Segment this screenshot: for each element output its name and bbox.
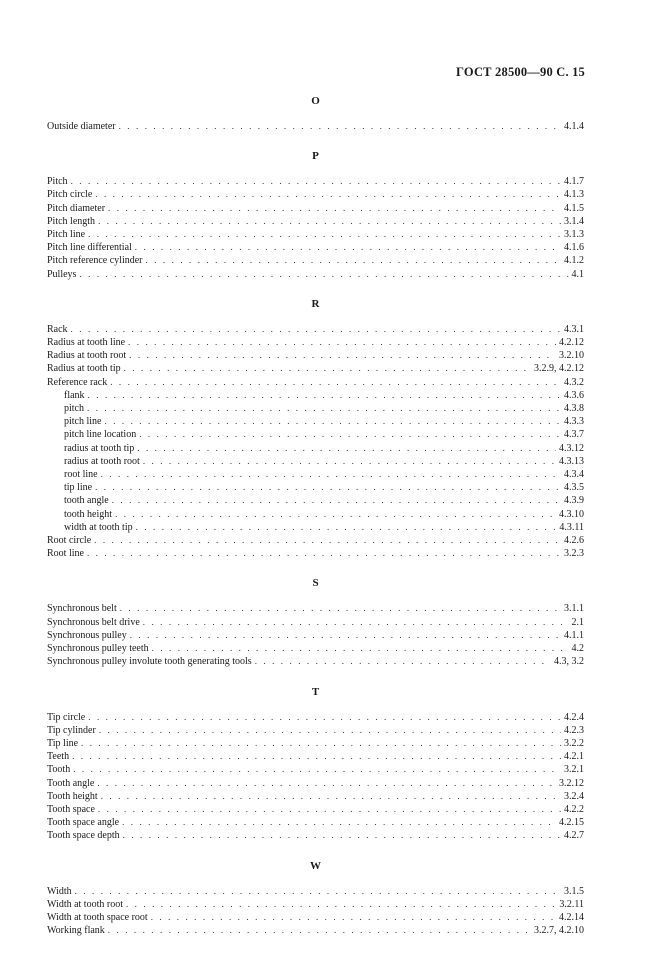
dot-leader xyxy=(143,455,556,467)
entry-term: Pitch circle xyxy=(47,189,93,201)
entry-term: Width at tooth space root xyxy=(47,911,148,923)
entry-reference: 3.2.3 xyxy=(564,548,584,560)
entry-term: pitch line xyxy=(64,416,102,428)
dot-leader xyxy=(71,323,561,335)
entry-term: radius at tooth tip xyxy=(64,442,135,454)
entry-reference: 4.2.7 xyxy=(564,830,584,842)
entry-term: Pitch line xyxy=(47,229,86,241)
entry-reference: 4.3.8 xyxy=(564,403,584,415)
entry-term: Rack xyxy=(47,323,68,335)
entry-term: Radius at tooth line xyxy=(47,337,126,349)
dot-leader xyxy=(72,750,561,762)
dot-leader xyxy=(108,924,531,936)
entry-term: radius at tooth root xyxy=(64,455,140,467)
index-entry xyxy=(47,898,584,911)
dot-leader xyxy=(88,389,561,401)
index-entry xyxy=(47,175,584,188)
index-entry xyxy=(47,911,584,924)
section-letter: W xyxy=(310,859,321,872)
dot-leader xyxy=(152,642,569,654)
dot-leader xyxy=(139,428,561,440)
entry-term: root line xyxy=(64,469,98,481)
index-entry xyxy=(47,349,584,362)
entry-term: tooth angle xyxy=(64,495,109,507)
dot-leader xyxy=(95,481,561,493)
entry-term: Synchronous pulley xyxy=(47,629,127,641)
index-entry xyxy=(47,228,584,241)
entry-term: Tip circle xyxy=(47,711,86,723)
entry-reference: 4.3.13 xyxy=(559,455,584,467)
entry-reference: 4.2.1 xyxy=(564,751,584,763)
entry-term: Pitch xyxy=(47,176,68,188)
entry-term: Root circle xyxy=(47,535,92,547)
entry-term: Tip line xyxy=(47,737,79,749)
entry-reference: 4.2.15 xyxy=(559,817,584,829)
index-entry xyxy=(47,215,584,228)
entry-reference: 4.3.9 xyxy=(564,495,584,507)
entry-term: Tooth space angle xyxy=(47,817,120,829)
index-subentry xyxy=(47,468,584,481)
dot-leader xyxy=(105,415,562,427)
entry-reference: 4.3.12 xyxy=(559,442,584,454)
entry-term: Synchronous belt drive xyxy=(47,616,140,628)
entry-term: Width xyxy=(47,885,72,897)
dot-leader xyxy=(98,803,561,815)
dot-leader xyxy=(88,711,561,723)
dot-leader xyxy=(101,790,561,802)
index-section-t xyxy=(47,685,584,843)
entry-term: pitch xyxy=(64,403,84,415)
entry-reference: 3.2.4 xyxy=(564,790,584,802)
entry-reference: 4.3.3 xyxy=(564,416,584,428)
entry-term: Pitch length xyxy=(47,215,96,227)
dot-leader xyxy=(122,816,556,828)
dot-leader xyxy=(119,120,561,132)
index-entry xyxy=(47,362,584,375)
index-entry xyxy=(47,777,584,790)
dot-leader xyxy=(120,602,561,614)
dot-leader xyxy=(115,508,556,520)
entry-reference: 4.3.10 xyxy=(559,508,584,520)
entry-reference: 4.2.3 xyxy=(564,724,584,736)
index-entry xyxy=(47,534,584,547)
dot-leader xyxy=(75,885,561,897)
entry-term: Tooth space xyxy=(47,803,95,815)
entry-term: Tooth angle xyxy=(47,777,95,789)
entry-reference: 4.2.14 xyxy=(559,911,584,923)
entry-term: Synchronous belt xyxy=(47,603,117,615)
entry-reference: 4.3.1 xyxy=(564,323,584,335)
entry-term: tip line xyxy=(64,482,93,494)
dot-leader xyxy=(126,898,556,910)
entry-term: Pulleys xyxy=(47,268,77,280)
section-letter: S xyxy=(312,577,319,590)
entry-term: Teeth xyxy=(47,751,70,763)
entry-term: Pitch diameter xyxy=(47,202,106,214)
entry-reference: 4.1.4 xyxy=(564,121,584,132)
dot-leader xyxy=(123,829,561,841)
index-entry xyxy=(47,885,584,898)
dot-leader xyxy=(136,521,557,533)
entry-term: Tooth xyxy=(47,764,71,776)
entry-term: Root line xyxy=(47,548,84,560)
entry-reference: 4.1.7 xyxy=(564,176,584,188)
entry-reference: 4.3.2 xyxy=(564,376,584,388)
dot-leader xyxy=(112,494,561,506)
index-subentry xyxy=(47,481,584,494)
entry-reference: 4.2.2 xyxy=(564,803,584,815)
entry-reference: 4.2.4 xyxy=(564,711,584,723)
alphabetical-index xyxy=(47,94,584,953)
entry-reference: 4.3.6 xyxy=(564,389,584,401)
entry-reference: 4.3, 3.2 xyxy=(554,656,584,668)
index-subentry xyxy=(47,415,584,428)
dot-leader xyxy=(108,202,561,214)
index-entry xyxy=(47,547,584,560)
index-entry xyxy=(47,376,584,389)
index-entry xyxy=(47,829,584,842)
index-entry xyxy=(47,254,584,267)
dot-leader xyxy=(110,376,561,388)
entry-term: Radius at tooth root xyxy=(47,350,127,362)
index-subentry xyxy=(47,521,584,534)
entry-reference: 4.2.12 xyxy=(559,337,584,349)
index-subentry xyxy=(47,508,584,521)
dot-leader xyxy=(130,629,561,641)
dot-leader xyxy=(99,724,561,736)
section-letter: R xyxy=(311,297,320,310)
index-entry xyxy=(47,737,584,750)
entry-term: pitch line location xyxy=(64,429,137,441)
dot-leader xyxy=(101,468,561,480)
dot-leader xyxy=(97,777,556,789)
index-section-w xyxy=(47,859,584,938)
entry-reference: 4.2 xyxy=(571,643,584,655)
index-entry xyxy=(47,803,584,816)
entry-term: Tip cylinder xyxy=(47,724,96,736)
index-subentry xyxy=(47,494,584,507)
entry-term: Tooth space depth xyxy=(47,830,120,842)
dot-leader xyxy=(135,241,561,253)
entry-term: Synchronous pulley involute tooth generating tools xyxy=(47,656,252,668)
index-entry xyxy=(47,711,584,724)
index-entry xyxy=(47,602,584,615)
dot-leader xyxy=(95,188,561,200)
index-subentry xyxy=(47,455,584,468)
index-entry xyxy=(47,629,584,642)
entry-reference: 3.2.10 xyxy=(559,350,584,362)
section-letter: T xyxy=(311,685,320,698)
dot-leader xyxy=(71,175,561,187)
dot-leader xyxy=(143,616,569,628)
dot-leader xyxy=(81,737,561,749)
dot-leader xyxy=(73,763,561,775)
entry-reference: 3.1.5 xyxy=(564,885,584,897)
index-section-s xyxy=(47,576,584,668)
entry-reference: 3.2.11 xyxy=(559,898,584,910)
entry-term: flank xyxy=(64,389,85,401)
entry-reference: 4.1.2 xyxy=(564,255,584,267)
index-entry xyxy=(47,202,584,215)
index-entry xyxy=(47,655,584,668)
index-entry xyxy=(47,268,584,281)
entry-term: Pitch reference cylinder xyxy=(47,255,143,267)
entry-reference: 3.2.9, 4.2.12 xyxy=(534,363,584,375)
entry-reference: 4.1.3 xyxy=(564,189,584,201)
entry-reference: 4.3.11 xyxy=(559,521,584,533)
entry-reference: 3.1.4 xyxy=(564,215,584,227)
entry-reference: 4.3.5 xyxy=(564,482,584,494)
entry-reference: 2.1 xyxy=(571,616,584,628)
dot-leader xyxy=(128,336,556,348)
index-entry xyxy=(47,336,584,349)
index-subentry xyxy=(47,428,584,441)
dot-leader xyxy=(88,228,561,240)
index-entry xyxy=(47,616,584,629)
index-entry xyxy=(47,763,584,776)
dot-leader xyxy=(79,268,568,280)
dot-leader xyxy=(87,402,561,414)
entry-reference: 3.1.1 xyxy=(564,603,584,615)
index-entry xyxy=(47,241,584,254)
index-subentry xyxy=(47,442,584,455)
entry-reference: 3.2.12 xyxy=(559,777,584,789)
entry-reference: 3.1.3 xyxy=(564,229,584,241)
entry-term: Synchronous pulley teeth xyxy=(47,643,149,655)
dot-leader xyxy=(137,442,556,454)
dot-leader xyxy=(98,215,561,227)
entry-reference: 3.2.2 xyxy=(564,737,584,749)
index-entry xyxy=(47,642,584,655)
entry-reference: 3.2.1 xyxy=(564,764,584,776)
dot-leader xyxy=(129,349,556,361)
entry-term: Width at tooth root xyxy=(47,898,123,910)
entry-term: Reference rack xyxy=(47,376,108,388)
entry-term: width at tooth tip xyxy=(64,521,133,533)
entry-reference: 4.1.6 xyxy=(564,242,584,254)
index-entry xyxy=(47,188,584,201)
entry-term: tooth height xyxy=(64,508,113,520)
entry-reference: 4.3.4 xyxy=(564,469,584,481)
page-header: ГОСТ 28500—90 С. 15 xyxy=(456,65,585,79)
dot-leader xyxy=(124,362,531,374)
index-entry xyxy=(47,120,584,133)
entry-reference: 4.1.5 xyxy=(564,202,584,214)
index-subentry xyxy=(47,389,584,402)
index-section-r xyxy=(47,297,584,561)
dot-leader xyxy=(146,254,561,266)
entry-term: Tooth height xyxy=(47,790,98,802)
index-entry xyxy=(47,816,584,829)
index-subentry xyxy=(47,402,584,415)
dot-leader xyxy=(94,534,561,546)
index-section-o xyxy=(47,94,584,133)
entry-term: Radius at tooth tip xyxy=(47,363,121,375)
dot-leader xyxy=(151,911,556,923)
entry-term: Pitch line differential xyxy=(47,242,132,254)
entry-term: Outside diameter xyxy=(47,121,116,132)
index-entry xyxy=(47,790,584,803)
index-entry xyxy=(47,724,584,737)
entry-reference: 3.2.7, 4.2.10 xyxy=(534,925,584,937)
entry-reference: 4.1 xyxy=(571,268,584,280)
index-entry xyxy=(47,323,584,336)
index-section-p xyxy=(47,149,584,281)
section-letter: O xyxy=(311,95,320,107)
dot-leader xyxy=(255,655,551,667)
index-entry xyxy=(47,750,584,763)
entry-reference: 4.3.7 xyxy=(564,429,584,441)
entry-reference: 4.1.1 xyxy=(564,629,584,641)
index-entry xyxy=(47,924,584,937)
dot-leader xyxy=(87,547,561,559)
section-letter: P xyxy=(312,150,319,163)
entry-term: Working flank xyxy=(47,925,105,937)
entry-reference: 4.2.6 xyxy=(564,535,584,547)
